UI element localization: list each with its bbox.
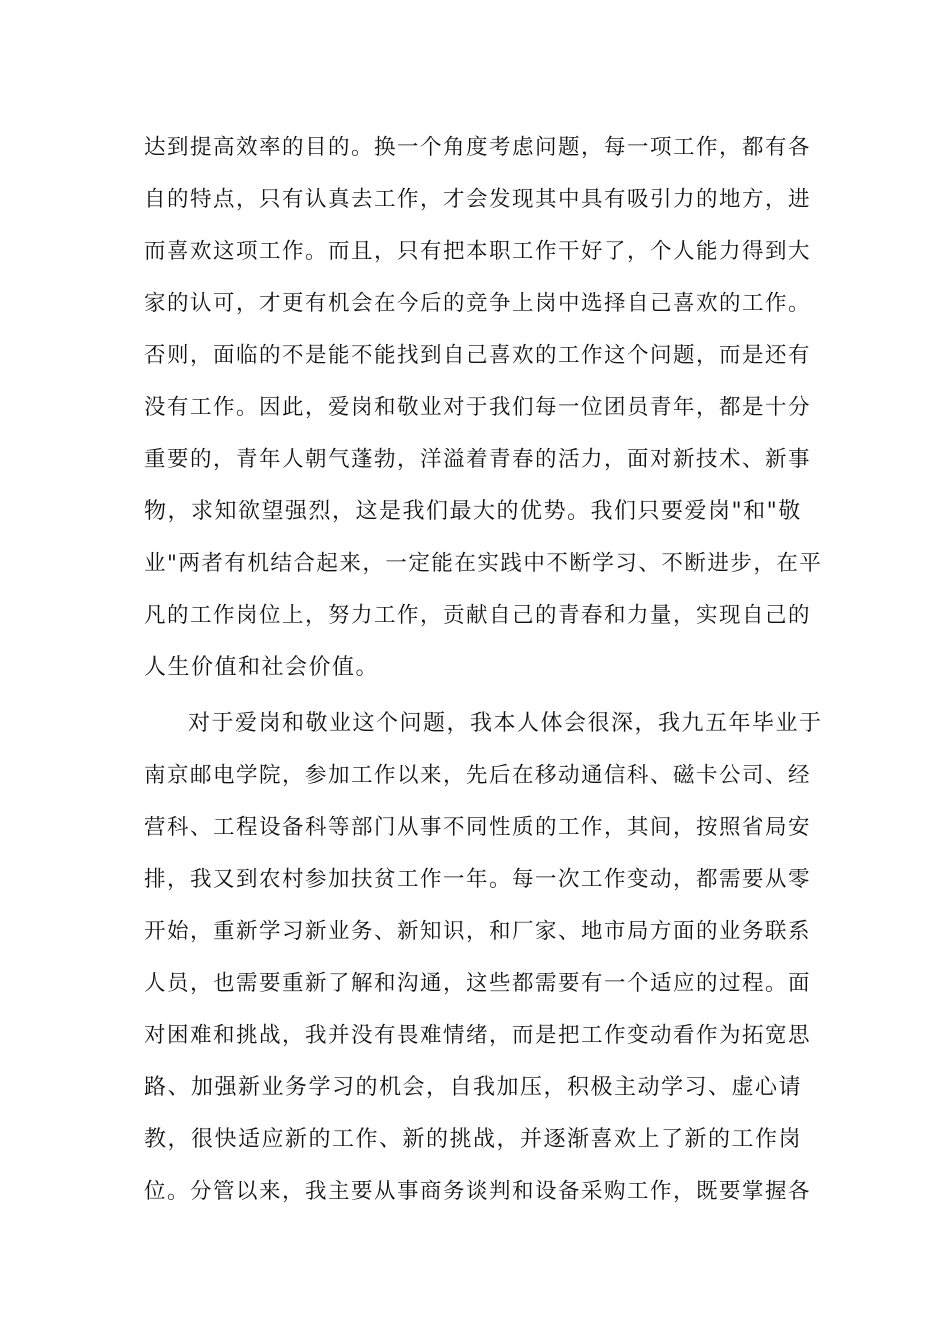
text-line: 重要的，青年人朝气蓬勃，洋溢着青春的活力，面对新技术、新事	[144, 447, 812, 472]
text-line: 家的认可，才更有机会在今后的竞争上岗中选择自己喜欢的工作。	[144, 291, 812, 316]
text-line: 排，我又到农村参加扶贫工作一年。每一次工作变动，都需要从零	[144, 867, 812, 892]
text-line: 位。分管以来，我主要从事商务谈判和设备采购工作，既要掌握各	[144, 1179, 812, 1204]
text-line: 业"两者有机结合起来，一定能在实践中不断学习、不断进步，在平	[144, 551, 823, 576]
text-line: 开始，重新学习新业务、新知识，和厂家、地市局方面的业务联系	[144, 919, 812, 944]
text-line: 教，很快适应新的工作、新的挑战，并逐渐喜欢上了新的工作岗	[144, 1127, 803, 1152]
text-line: 达到提高效率的目的。换一个角度考虑问题，每一项工作，都有各	[144, 135, 812, 160]
text-line: 自的特点，只有认真去工作，才会发现其中具有吸引力的地方，进	[144, 187, 812, 212]
text-line: 人生价值和社会价值。	[144, 655, 380, 680]
body-paragraph-1	[144, 122, 824, 694]
text-line: 路、加强新业务学习的机会，自我加压，积极主动学习、虚心请	[144, 1075, 803, 1100]
text-line: 没有工作。因此，爱岗和敬业对于我们每一位团员青年，都是十分	[144, 395, 812, 420]
text-line-indented: 对于爱岗和敬业这个问题，我本人体会很深，我九五年毕业于	[188, 711, 823, 736]
text-line: 凡的工作岗位上，努力工作，贡献自己的青春和力量，实现自己的	[144, 603, 812, 628]
text-line: 营科、工程设备科等部门从事不同性质的工作，其间，按照省局安	[144, 815, 812, 840]
text-line: 南京邮电学院，参加工作以来，先后在移动通信科、磁卡公司、经	[144, 763, 812, 788]
body-paragraph-2	[144, 698, 824, 1218]
text-line: 物，求知欲望强烈，这是我们最大的优势。我们只要爱岗"和"敬	[144, 499, 802, 524]
text-line: 而喜欢这项工作。而且，只有把本职工作干好了，个人能力得到大	[144, 239, 812, 264]
text-line: 否则，面临的不是能不能找到自己喜欢的工作这个问题，而是还有	[144, 343, 812, 368]
text-line: 人员，也需要重新了解和沟通，这些都需要有一个适应的过程。面	[144, 971, 812, 996]
text-line: 对困难和挑战，我并没有畏难情绪，而是把工作变动看作为拓宽思	[144, 1023, 812, 1048]
